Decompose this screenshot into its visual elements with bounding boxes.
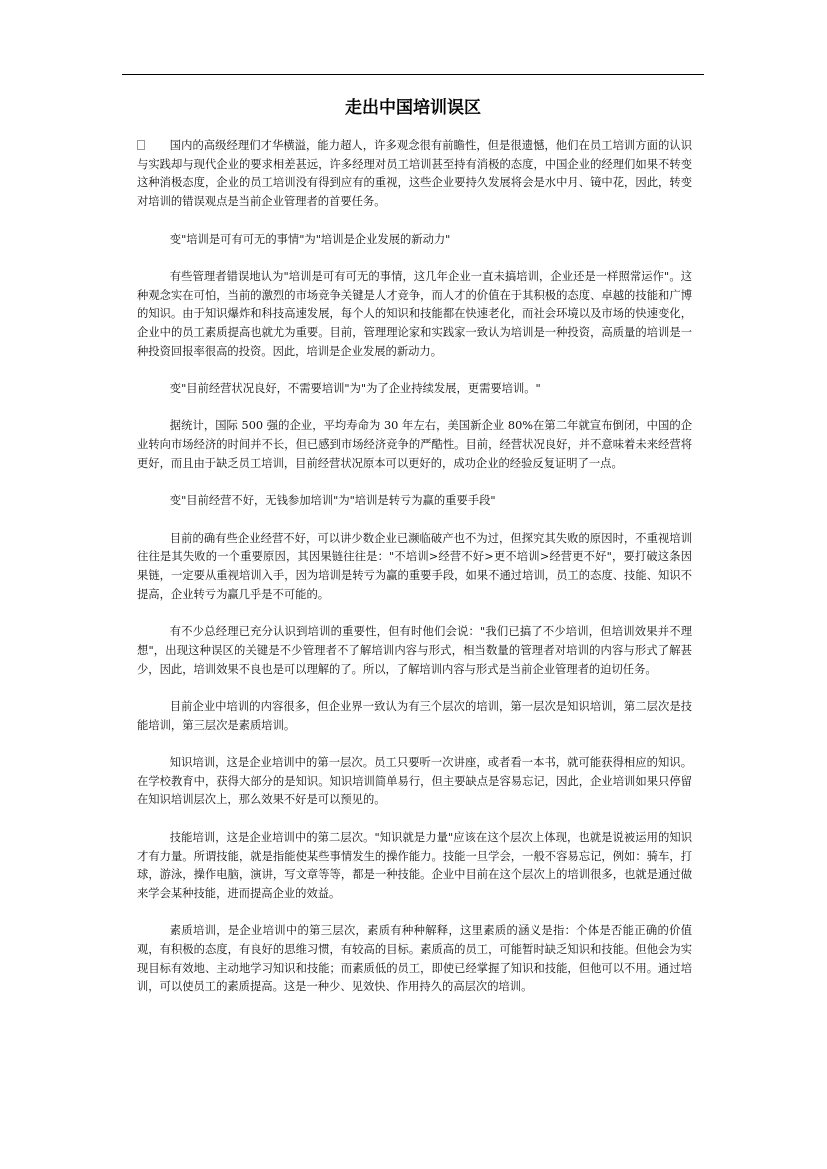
paragraph: 据统计，国际 500 强的企业，平均寿命为 30 年左右，美国新企业 80%在第二年就宣布倒闭，中国的企业转向市场经济的时间并不长，但已感到市场经济竞争的严酷性。目前，经营状况良好，并不意味着未来经营将更好，而且由于缺乏员工培训，目前经营状况原本可以更好的，成功企业的经验反复证明了一点。 (137, 419, 692, 470)
paragraph: 素质培训，是企业培训中的第三层次，素质有种种解释，这里素质的涵义是指：个体是否能正确的价值观，有积极的态度，有良好的思维习惯，有较高的目标。素质高的员工，可能暂时缺乏知识和技能。但他会为实现目标有效地、主动地学习知识和技能；而素质低的员工，即使已经掌握了知识和技能，但他可以不用。通过培训，可以使员工的素质提高。这是一种少、见效快、作用持久的高层次的培训。 (137, 924, 692, 994)
section-heading: 变"目前经营不好，无钱参加培训"为"培训是转亏为赢的重要手段" (169, 494, 496, 508)
document-body (137, 137, 692, 1016)
paragraph: 技能培训，这是企业培训中的第二层次。"知识就是力量"应该在这个层次上体现，也就是说被运用的知识才有力量。所谓技能，就是指能使某些事情发生的操作能力。技能一旦学会，一般不容易忘记，例如：骑车，打球，游泳，操作电脑，演讲，写文章等等，都是一种技能。企业中目前在这个层次上的培训很多，也就是通过做来学会某种技能，进而提高企业的效益。 (137, 830, 692, 900)
header-rule (122, 74, 704, 75)
paragraph: 有不少总经理已充分认识到培训的重要性，但有时他们会说："我们已搞了不少培训，但培训效果并不理想"，出现这种误区的关键是不少管理者不了解培训内容与形式，相当数量的管理者对培训的内容与形式了解甚少，因此，培训效果不良也是可以理解的了。所以，了解培训内容与形式是当前企业管理者的迫切任务。 (137, 625, 692, 676)
paragraph: 知识培训，这是企业培训中的第一层次。员工只要听一次讲座，或者看一本书，就可能获得相应的知识。在学校教育中，获得大部分的是知识。知识培训简单易行，但主要缺点是容易忘记，因此，企业培训如果只停留在知识培训层次上，那么效果不好是可以预见的。 (137, 756, 692, 807)
paragraph: 目前企业中培训的内容很多，但企业界一致认为有三个层次的培训，第一层次是知识培训，第二层次是技能培训，第三层次是素质培训。 (137, 699, 692, 732)
paragraph-intro: 国内的高级经理们才华横溢，能力超人，许多观念很有前瞻性，但是很遗憾，他们在员工培训方面的认识与实践却与现代企业的要求相差甚远，许多经理对员工培训甚至持有消极的态度，中国企业的经理们如果不转变这种消极态度，企业的员工培训没有得到应有的重视，这些企业要持久发展将会是水中月、镜中花，因此，转变对培训的错误观点是当前企业管理者的首要任务。 (137, 139, 692, 209)
paragraph: 目前的确有些企业经营不好，可以讲少数企业已濒临破产也不为过，但探究其失败的原因时，不重视培训往往是其失败的一个重要原因，其因果链往往是："不培训>经营不好>更不培训>经营更不好"，要打破这条因果链，一定要从重视培训入手，因为培训是转亏为赢的重要手段，如果不通过培训，员工的态度、技能、知识不提高，企业转亏为赢几乎是不可能的。 (137, 531, 692, 601)
document-title: 走出中国培训误区 (345, 98, 481, 118)
section-heading: 变"目前经营状况良好，不需要培训"为"为了企业持续发展，更需要培训。" (169, 382, 541, 396)
section-heading: 变"培训是可有可无的事情"为"培训是企业发展的新动力" (169, 232, 451, 246)
paragraph: 有些管理者错误地认为"培训是可有可无的事情，这几年企业一直未搞培训，企业还是一样照常运作"。这种观念实在可怕，当前的激烈的市场竞争关键是人才竞争，而人才的价值在于其积极的态度、卓越的技能和广博的知识。由于知识爆炸和科技高速发展，每个人的知识和技能都在快速老化，而社会环境以及市场的快速变化，企业中的员工素质提高也就尤为重要。目前，管理理论家和实践家一致认为培训是一种投资，高质量的培训是一种投资回报率很高的投资。因此，培训是企业发展的新动力。 (137, 269, 692, 358)
